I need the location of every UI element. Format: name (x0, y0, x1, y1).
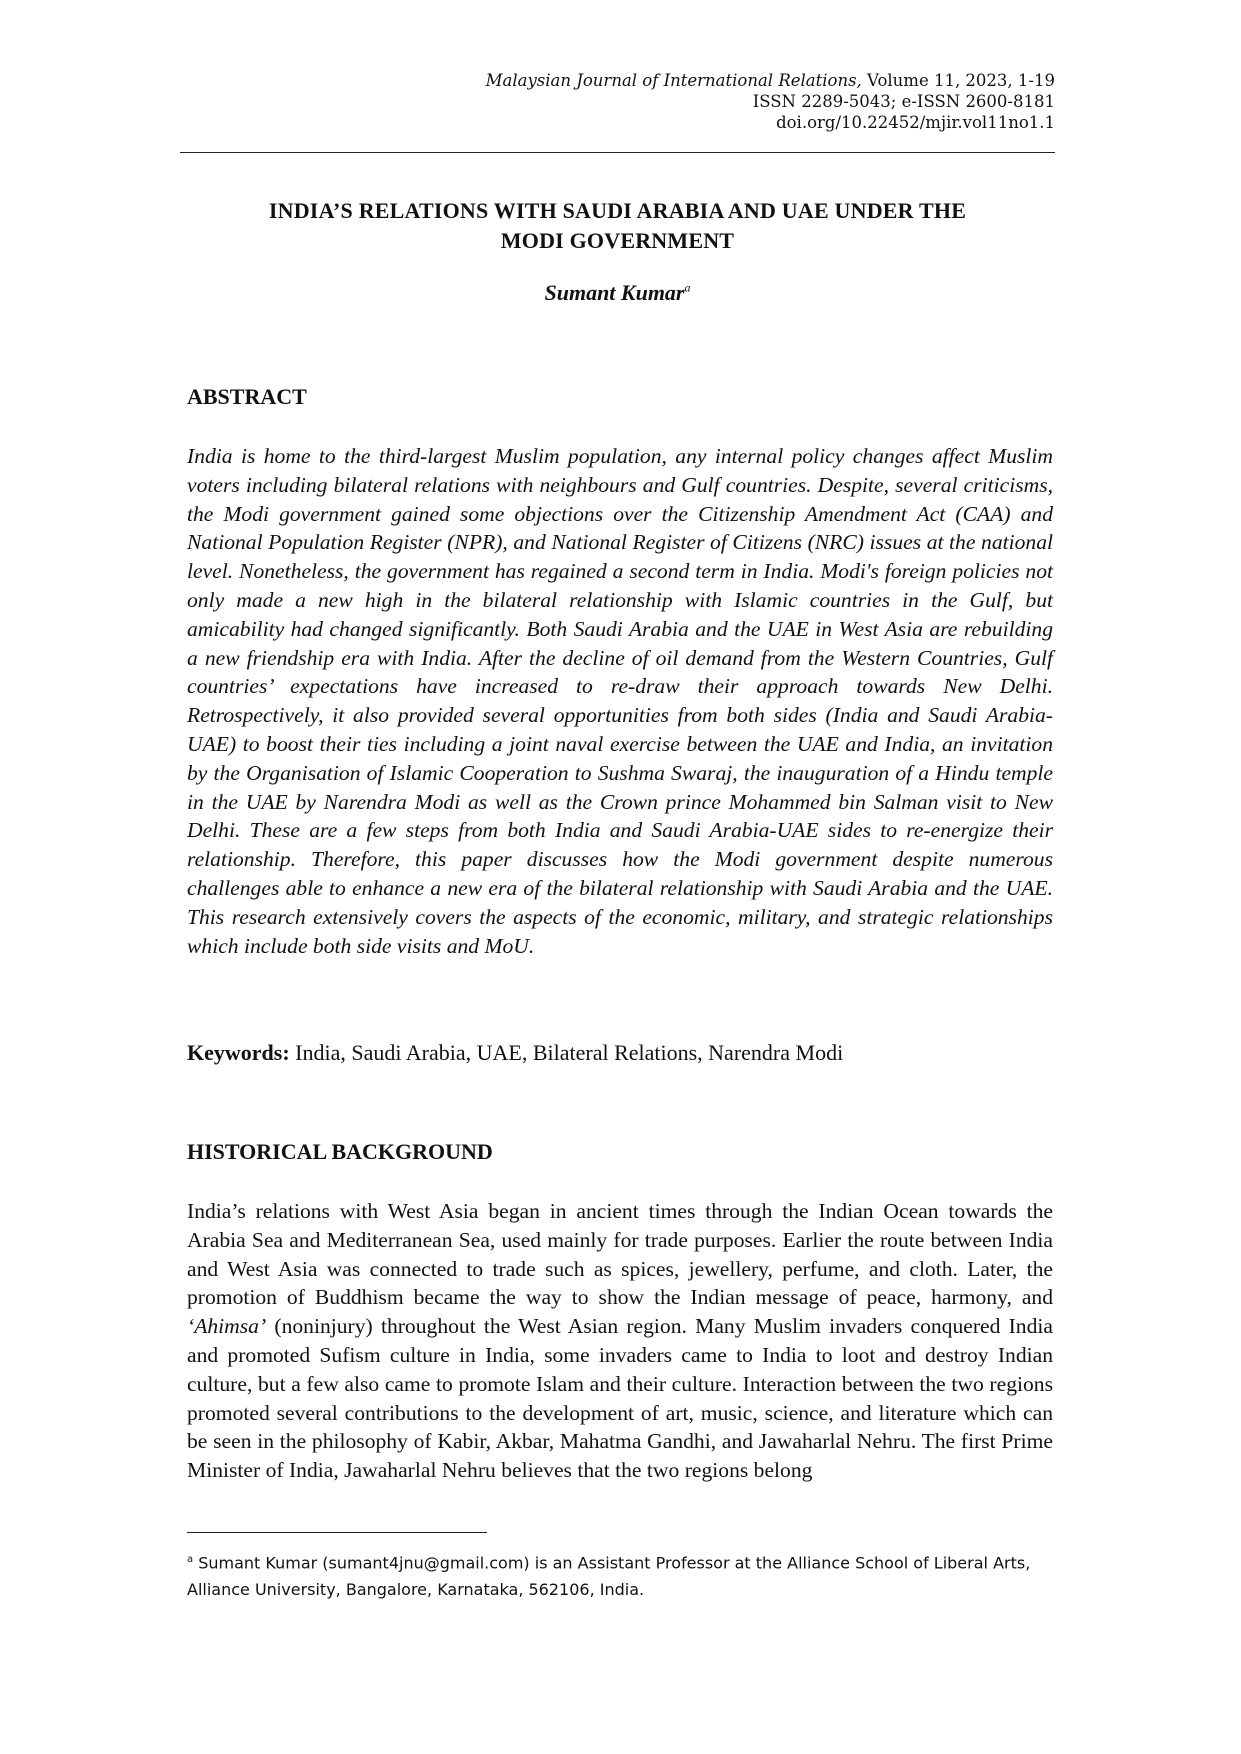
title-line-2: MODI GOVERNMENT (500, 228, 735, 253)
keywords-line (187, 1040, 1053, 1066)
header-rule (180, 152, 1055, 153)
journal-volume: Volume 11, 2023, 1-19 (861, 71, 1055, 90)
abstract-text: India is home to the third-largest Muslim population, any internal policy changes affect Muslim voters including bilateral relations with neighbours and Gulf countries. Despite, several criticisms, the Modi government gained some objections over the Citizenship Amendment Act (CAA) and National Population Register (NPR), and National Register of Citizens (NRC) issues at the national level. Nonetheless, the government has regained a second term in India. Modi's foreign policies not only made a new high in the bilateral relationship with Islamic countries in the Gulf, but amicability had changed significantly. Both Saudi Arabia and the UAE in West Asia are rebuilding a new friendship era with India. After the decline of oil demand from the Western Countries, Gulf countries’ expectations have increased to re-draw their approach towards New Delhi. Retrospectively, it also provided several opportunities from both sides (India and Saudi Arabia-UAE) to boost their ties including a joint naval exercise between the UAE and India, an invitation by the Organisation of Islamic Cooperation to Sushma Swaraj, the inauguration of a Hindu temple in the UAE by Narendra Modi as well as the Crown prince Mohammed bin Salman visit to New Delhi. These are a few steps from both India and Saudi Arabia-UAE sides to re-energize their relationship. Therefore, this paper discusses how the Modi government despite numerous challenges able to enhance a new era of the bilateral relationship with Saudi Arabia and the UAE. This research extensively covers the aspects of the economic, military, and strategic relationships which include both side visits and MoU. (187, 444, 1053, 958)
footnote-text: Sumant Kumar (sumant4jnu@gmail.com) is an Assistant Professor at the Alliance School of Liberal Arts, Alliance University, Bangalore, Karnataka, 562106, India. (187, 1553, 1031, 1600)
keywords-text: India, Saudi Arabia, UAE, Bilateral Relations, Narendra Modi (289, 1040, 844, 1065)
journal-doi: doi.org/10.22452/mjir.vol11no1.1 (776, 113, 1055, 132)
journal-citation (180, 70, 1055, 91)
title-line-1: INDIA’S RELATIONS WITH SAUDI ARABIA AND UAE UNDER THE (268, 198, 967, 223)
footnote-rule (187, 1532, 487, 1533)
section-heading: HISTORICAL BACKGROUND (187, 1139, 493, 1164)
body-text-part-1: India’s relations with West Asia began in ancient times through the Indian Ocean towards the Arabia Sea and Mediterranean Sea, used mainly for trade purposes. Earlier the route between India and West Asia was connected to trade such as spices, jewellery, perfume, and cloth. Later, the promotion of Buddhism became the way to show the Indian message of peace, harmony, and (187, 1199, 1053, 1310)
body-text-part-2: (noninjury) throughout the West Asian region. Many Muslim invaders conquered India and promoted Sufism culture in India, some invaders came to India to loot and destroy Indian culture, but a few also came to promote Islam and their culture. Interaction between the two regions promoted several contributions to the development of art, music, science, and literature which can be seen in the philosophy of Kabir, Akbar, Mahatma Gandhi, and Jawaharlal Nehru. The first Prime Minister of India, Jawaharlal Nehru believes that the two regions belong (187, 1314, 1053, 1483)
footnote (187, 1546, 1053, 1603)
body-italic-term: ‘Ahimsa’ (187, 1314, 267, 1339)
journal-name: Malaysian Journal of International Relations, (485, 71, 862, 90)
paper-title (190, 196, 1045, 256)
journal-header (180, 70, 1055, 133)
section-body-text (187, 1197, 1053, 1485)
abstract-heading: ABSTRACT (187, 384, 307, 409)
footnote-mark: a (187, 1554, 194, 1565)
keywords-label: Keywords: (187, 1040, 290, 1065)
journal-issn: ISSN 2289-5043; e-ISSN 2600-8181 (752, 92, 1055, 111)
author-name: Sumant Kumar (544, 280, 685, 305)
author-footnote-mark: a (684, 280, 691, 295)
author-line (190, 280, 1045, 306)
